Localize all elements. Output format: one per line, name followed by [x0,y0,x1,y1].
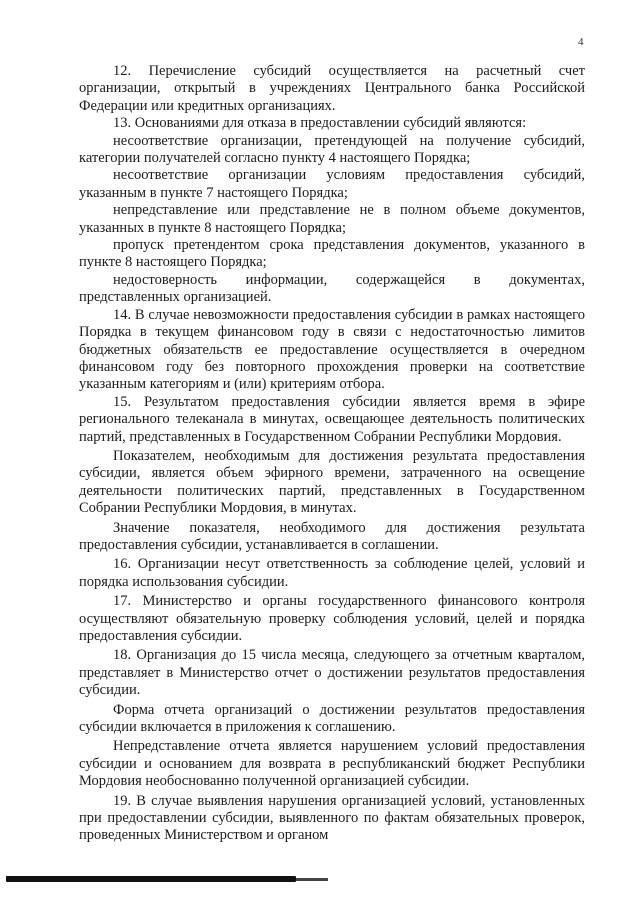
scan-edge-bar [6,876,296,882]
page-number: 4 [578,36,584,48]
paragraph-15-value: Значение показателя, необходимого для достижения результата предоставления субсидии, устанавливается в соглашении. [79,519,585,553]
scan-edge-bar-tail [296,878,328,881]
paragraph-13: 13. Основаниями для отказа в предоставлении субсидий являются: [113,115,527,132]
paragraph-12: 12. Перечисление субсидий осуществляется на расчетный счет организации, открытый в учреждениях Центрального банка Российской Федерации или кредитных организациях. [79,63,585,114]
paragraph-13-item-2: несоответствие организации условиям предоставления субсидий, указанным в пункте 7 настоящего Порядка; [79,167,585,201]
paragraph-18-form: Форма отчета организаций о достижении результатов предоставления субсидии включается в приложения к соглашению. [79,701,585,736]
paragraph-14: 14. В случае невозможности предоставления субсидии в рамках настоящего Порядка в текущем финансовом году в связи с недостаточностью лимитов бюджетных обязательств ее предоставление осуществляется в очередном финансовом году без повторного прохождения проверки на соответствие указанным категориям и (или) критериям отбора. [79,306,585,393]
paragraph-18: 18. Организация до 15 числа месяца, следующего за отчетным кварталом, представляет в Министерство отчет о достижении результатов предоставления субсидии. [79,647,585,699]
paragraph-17: 17. Министерство и органы государственного финансового контроля осуществляют обязательную проверку соблюдения условий, целей и порядка предоставления субсидии. [79,593,585,644]
paragraph-13-item-5: недостоверность информации, содержащейся в документах, представленных организацией. [79,271,585,306]
paragraph-19: 19. В случае выявления нарушения организацией условий, установленных при предоставлении субсидии, выявленного по фактам обязательных проверок, проведенных Министерством и органом [79,792,585,844]
paragraph-18-nonsubmission: Непредставление отчета является нарушением условий предоставления субсидии и основанием для возврата в республиканский бюджет Республики Мордовия необоснованно полученной организацией субсидии. [79,738,585,790]
paragraph-16: 16. Организации несут ответственность за соблюдение целей, условий и порядка использования субсидии. [79,556,585,590]
paragraph-13-item-1: несоответствие организации, претендующей на получение субсидий, категории получателей согласно пункту 4 настоящего Порядка; [79,132,585,167]
paragraph-15: 15. Результатом предоставления субсидии является время в эфире регионального телеканала в минутах, освещающее деятельность политических партий, представленных в Государственном Собрании Республики Мордовия. [79,393,585,445]
paragraph-13-item-4: пропуск претендентом срока представления документов, указанного в пункте 8 настоящего Порядка; [79,237,585,271]
paragraph-13-item-3: непредставление или представление не в полном объеме документов, указанных в пункте 8 настоящего Порядка; [79,202,585,236]
document-body [79,63,585,845]
paragraph-15-indicator: Показателем, необходимым для достижения результата предоставления субсидии, является объем эфирного времени, затраченного на освещение деятельности политических партий, представленных в Государственном Собрании Республики Мордовия, в минутах. [79,447,585,517]
